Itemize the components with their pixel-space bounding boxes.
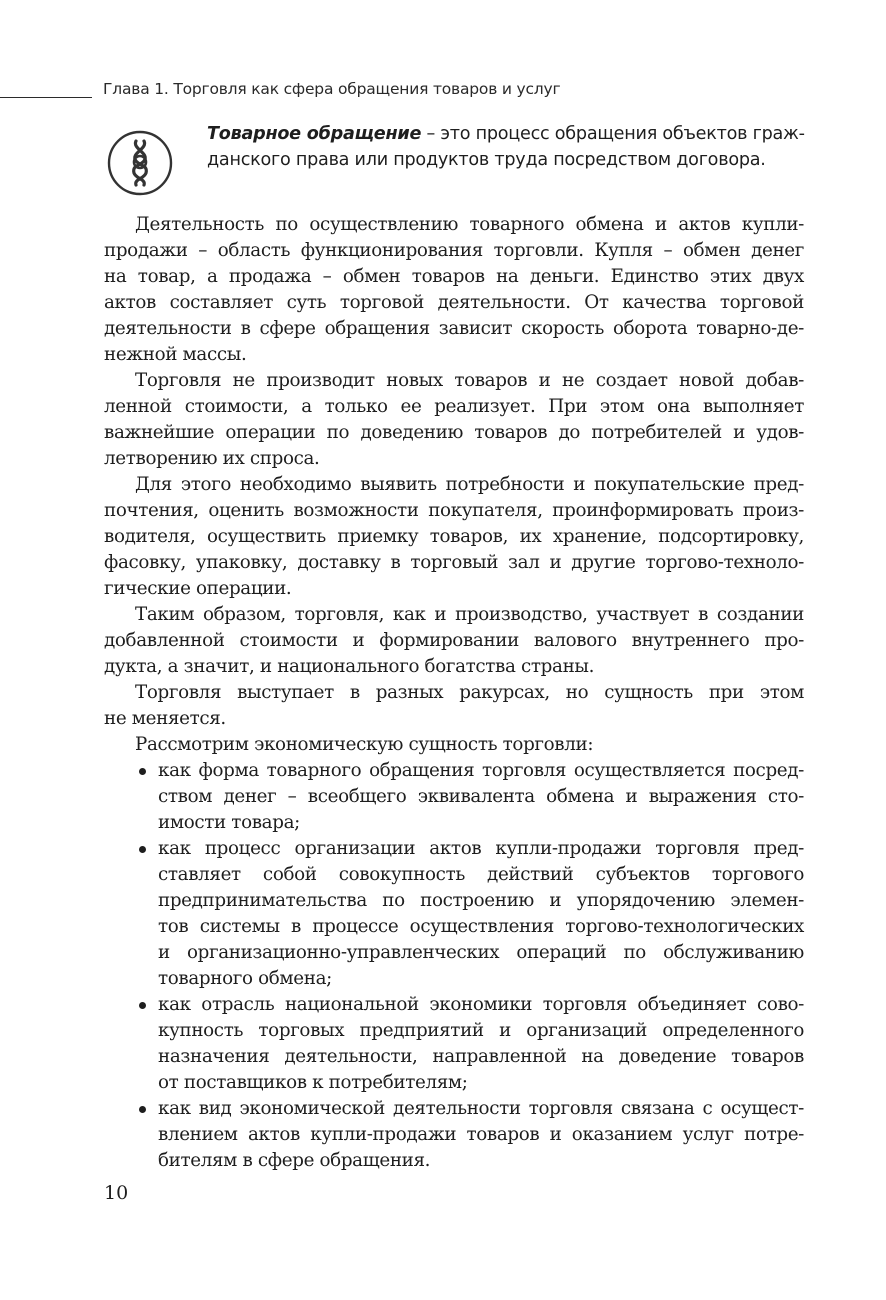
list-item-line: и организационно-управленческих операций по обслуживанию [158,942,804,963]
list-item-line: предпринимательства по построению и упорядочению элемен- [158,890,804,911]
list-item-line: бителям в сфере обращения. [158,1150,431,1171]
list-item-line: влением актов купли-продажи товаров и оказанием услуг потре- [158,1124,804,1145]
paragraph-line: Торговля выступает в разных ракурсах, но сущность при этом [135,682,804,703]
definition [207,121,807,173]
paragraph-line: добавленной стоимости и формировании валового внутреннего про- [104,630,804,651]
list-item-line: как процесс организации актов купли-продажи торговля пред- [158,838,804,859]
definition-line: – это процесс обращения объектов граж- [421,124,805,144]
list-item-line: тов системы в процессе осуществления торгово-технологических [158,916,804,937]
paragraph-line: почтения, оценить возможности покупателя, проинформировать произ- [104,500,804,521]
paragraph [104,602,804,680]
list-item-line: назначения деятельности, направленной на доведение товаров [158,1046,804,1067]
paragraph-line: летворению их спроса. [104,448,320,469]
paragraph-line: ленной стоимости, а только ее реализует. При этом она выполняет [104,396,804,417]
bullet-icon [139,1106,146,1113]
list-item-line: как отрасль национальной экономики торговля объединяет сово- [158,994,804,1015]
paragraph-line: дукта, а значит, и национального богатства страны. [104,656,595,677]
paragraph-line: продажи – область функционирования торговли. Купля – обмен денег [104,240,804,261]
paragraph [104,680,804,732]
paragraph [104,472,804,602]
list-item-line: как форма товарного обращения торговля осуществляется посред- [158,760,804,781]
paragraph-line: Рассмотрим экономическую сущность торговли: [135,734,594,755]
bullet-icon [139,768,146,775]
paragraph-line: не меняется. [104,708,226,729]
page-number: 10 [104,1182,129,1204]
list-item [104,836,804,992]
list-item-line: как вид экономической деятельности торговля связана с осущест- [158,1098,804,1119]
paragraph-line: фасовку, упаковку, доставку в торговый зал и другие торгово-техноло- [104,552,804,573]
body-text [104,212,804,1174]
list-item [104,1096,804,1174]
chapter-title: Глава 1. Торговля как сфера обращения товаров и услуг [103,80,561,98]
paragraph-line: деятельности в сфере обращения зависит скорость оборота товарно-де- [104,318,804,339]
paragraph-line: Торговля не производит новых товаров и не создает новой добав- [135,370,804,391]
paragraph-line: нежной массы. [104,344,247,365]
paragraph-line: на товар, а продажа – обмен товаров на деньги. Единство этих двух [104,266,804,287]
list-item-line: купность торговых предприятий и организаций определенного [158,1020,804,1041]
bullet-icon [139,1002,146,1009]
list-item-line: ставляет собой совокупность действий субъектов торгового [158,864,804,885]
knot-icon [106,129,174,197]
paragraph [104,368,804,472]
paragraph-line: важнейшие операции по доведению товаров до потребителей и удов- [104,422,804,443]
paragraph [104,732,804,758]
list-item-line: ством денег – всеобщего эквивалента обмена и выражения сто- [158,786,804,807]
paragraph-line: актов составляет суть торговой деятельности. От качества торговой [104,292,804,313]
list-item-line: имости товара; [158,812,300,833]
list-item-line: товарного обмена; [158,968,332,989]
list-item [104,992,804,1096]
bullet-icon [139,846,146,853]
definition-line: данского права или продуктов труда посредством договора. [207,150,766,170]
definition-term: Товарное обращение [207,124,422,144]
paragraph-line: Деятельность по осуществлению товарного обмена и актов купли- [135,214,804,235]
list-item-line: от поставщиков к потребителям; [158,1072,468,1093]
list-item [104,758,804,836]
paragraph-line: Для этого необходимо выявить потребности и покупательские пред- [135,474,804,495]
paragraph [104,212,804,368]
bullet-list [104,758,804,1174]
header-rule [0,97,92,98]
paragraph-line: гические операции. [104,578,292,599]
paragraph-line: водителя, осуществить приемку товаров, их хранение, подсортировку, [104,526,804,547]
paragraph-line: Таким образом, торговля, как и производство, участвует в создании [135,604,804,625]
